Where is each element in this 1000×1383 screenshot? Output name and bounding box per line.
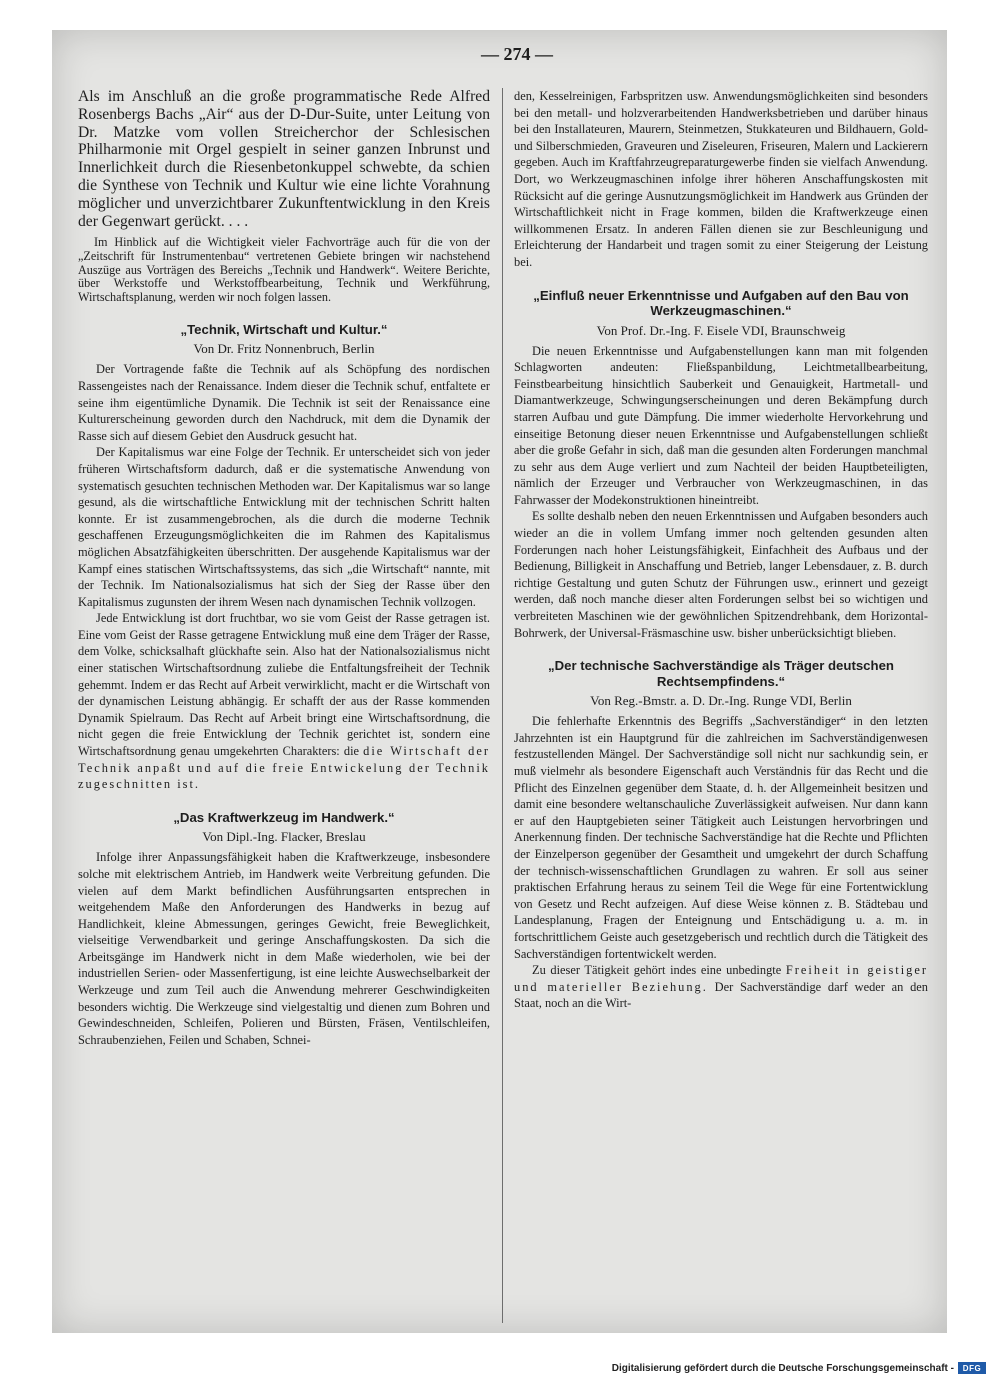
article-paragraph xyxy=(78,610,490,793)
article-paragraph xyxy=(514,962,928,1012)
article-paragraph: Infolge ihrer Anpassungsfähigkeit haben die Kraftwerkzeuge, insbesondere solche mit elektrischem Antrieb, im Handwerk weite Verbreitung gefunden. Die vielen auf dem Markt befindlichen Ausführungsarten entsprechen in weitgehendem Maße den Anforderungen des Handwerks in bezug auf Handlichkeit, kleine Abmessungen, geringes Gewicht, freie Beweglichkeit, vielseitige Verwendbarkeit und geringe Anschaffungskosten. Da sich die Arbeitsgänge im Handwerk nicht in dem Maße wiederholen, wie bei der industriellen Serien- oder Massenfertigung, ist eine leichte Auswechselbarkeit der Werkzeuge und zum Teil auch die Anwendung mehrerer Geschwindigkeiten besonders wichtig. Die Werkzeuge sind vielgestaltig und dienen zum Bohren und Gewindeschneiden, Schleifen, Polieren und Bürsten, Fräsen, Ventilschleifen, Schraubenziehen, Feilen und Schaben, Schnei- xyxy=(78,850,490,1047)
article-text: Zu dieser Tätigkeit gehört indes eine unbedingte xyxy=(532,963,782,978)
column-divider xyxy=(502,88,503,1323)
right-column xyxy=(514,88,928,1328)
emphasized-text: die Wirtschaft der Technik anpaßt und auf die freie Entwickelung der Technik zugeschnitten ist. xyxy=(78,744,490,792)
article-paragraph: Die neuen Erkenntnisse und Aufgabenstellungen kann man mit folgenden Schlagworten andeuten: Fließspanbildung, Leichtmetallbearbeitung, Feinstbearbeitung hinsichtlich Sauberkeit und Genauigkeit, Hartmetall- und Diamantwerkzeuge, Schwingungserscheinungen und deren Bekämpfung durch starren Aufbau und gute Dämpfung. Die immer wiederholte Hervorkehrung und einseitige Betonung dieser neuen Erkenntnisse und Aufgabenstellungen schließt aber die große Gefahr in sich, daß man die gesunden alten Forderungen manchmal zu sehr aus dem Auge verliert und zum Nachteil der beiden Hauptbeteiligten, nämlich der Erzeuger und Verbraucher von Werkzeugmaschinen, in das Fahrwasser der Modekonstruktionen hineintreibt. xyxy=(514,343,928,507)
credit-text: Digitalisierung gefördert durch die Deutsche Forschungsgemeinschaft - xyxy=(611,1362,954,1374)
editorial-note: Im Hinblick auf die Wichtigkeit vieler Fachvorträge auch für die von der „Zeitschrift für Instrumentenbau“ vertretenen Gebiete bringen wir nachstehend Auszüge aus Vorträgen des Bereichs „Technik und Handwerk“. Weitere Berichte, über Werkstoffe und Werkstoffbearbeitung, Technik und Werkführung, Wirtschaftsplanung, werden wir noch folgen lassen. xyxy=(78,235,490,305)
article-text: Jede Entwicklung ist dort fruchtbar, wo sie vom Geist der Rasse getragen ist. Eine vom Geist der Rasse getragene Entwicklung muß eine dem Träger der Rasse, dem Volke, schicksalhaft glückhafte sein. Also hat der Nationalsozialismus nicht einer statischen Wirtschaftsordnung zuliebe die Entfaltungsfreiheit der Technik gehemmt. Indem er das Recht auf Arbeit verwirklicht, macht er die Wirtschaft von der dynamischen Leistung abhängig. Er schafft der aus der Rasse kommenden Dynamik Spielraum. Das Recht auf Arbeit bringt eine Wirtschaftsordnung, die nicht gegen die freie Entwicklung der Technik gerichtet ist, sondern eine Wirtschaftsordnung genau umgekehrten Charakters: die xyxy=(78,611,490,759)
digitization-credit xyxy=(612,1362,986,1374)
article-author-flacker: Von Dipl.-Ing. Flacker, Breslau xyxy=(202,829,366,845)
article-paragraph: Der Vortragende faßte die Technik auf als Schöpfung des nordischen Rassengeistes nach der Renaissance. Indem dieser die Technik schuf, entfaltete er seine ihm eigentümliche Dynamik. Die Technik ist seit der Renaissance eine Kulturerscheinung geworden durch den Nachdruck, mit dem die Dynamik der Rasse sich auf diesem Gebiet den Ausdruck gesucht hat. xyxy=(78,362,490,443)
article-title-sachverstaendige: „Der technische Sachverständige als Träger deutschen Rechtsempfindens.“ xyxy=(548,658,894,689)
article-title-werkzeugmaschinen: „Einfluß neuer Erkenntnisse und Aufgaben auf den Bau von Werkzeugmaschinen.“ xyxy=(533,287,909,319)
page-number: — 274 — xyxy=(481,44,553,64)
left-column xyxy=(78,88,490,1328)
article-author-nonnenbruch: Von Dr. Fritz Nonnenbruch, Berlin xyxy=(193,341,375,357)
article-paragraph: Es sollte deshalb neben den neuen Erkenntnissen und Aufgaben besonders auch wieder an die in vollem Umfang immer noch geltenden gesunden alten Forderungen nach hoher Leistungsfähigkeit, Einfachheit des Aufbaus und der Bedienung, Billigkeit in Anschaffung und Betrieb, langer Lebensdauer, z. B. durch richtige Gestaltung und guten Schutz der Führungen usw., erinnert und gezeigt werden, daß noch manche dieser alten Forderungen selbst bei so wichtigen und verbreiteten Maschinen wie der gewöhnlichen Spitzendrehbank, dem Horizontal-Bohrwerk, der Universal-Fräsmaschine usw. bisher unberücksichtigt blieben. xyxy=(514,509,928,640)
article-title-technik-wirtschaft-kultur: „Technik, Wirtschaft und Kultur.“ xyxy=(180,321,388,337)
dfg-logo: DFG xyxy=(958,1362,986,1374)
article-paragraph: Der Kapitalismus war eine Folge der Technik. Er unterscheidet sich von jeder früheren Wirtschaftsform dadurch, daß er die systematische Anwendung von systematisch gesuchten technischen Methoden war. Der Kapitalismus war so lange gesund, als die wirtschaftliche Entwicklung mit der technischen Schritt halten konnte. Er ist zusammengebrochen, als die durch die moderne Technik geschaffenen Erzeugungsmöglichkeiten die im Rahmen des Kapitalismus möglichen Absatzfähigkeiten überschritten. Der ausgehende Kapitalismus war der Kampf eines statischen Wirtschaftssystems, das sich „die Wirtschaft“ nannte, mit der Technik. Im Nationalsozialismus hat sich der Sieg der Rasse über den Kapitalismus zugunsten der ihrem Wesen nach dynamischen Technik vollzogen. xyxy=(78,445,490,609)
article-author-eisele: Von Prof. Dr.-Ing. F. Eisele VDI, Braunschweig xyxy=(596,322,846,338)
article-title-kraftwerkzeug: „Das Kraftwerkzeug im Handwerk.“ xyxy=(173,809,395,825)
intro-paragraph: Als im Anschluß an die große programmatische Rede Alfred Rosenbergs Bachs „Air“ aus der D-Dur-Suite, unter Leitung von Dr. Matzke vom vollen Streicherchor der Schlesischen Philharmonie mit Orgel gespielt in seiner ganzen Inbrunst und Innerlichkeit durch die Riesenbetonkuppel schwebte, da schien die Synthese von Technik und Kultur wie eine lichte Vorahnung möglicher und unverzichtbarer Zukunftentwicklung in den Kreis der Gegenwart gerückt. . . . xyxy=(78,88,490,230)
emphasized-text: Freiheit in geistiger und materieller Beziehung. xyxy=(514,963,928,994)
article-paragraph: Die fehlerhafte Erkenntnis des Begriffs „Sachverständiger“ in den letzten Jahrzehnten ist ein Hauptgrund für die zahlreichen im Sachverständigenwesen festzustellenden Mängel. Der Sachverständige soll nicht nur sachkundig sein, er muß vielmehr als besondere Eigenschaft auch Verständnis für das Recht und die Pflicht des Einzelnen gegenüber dem Staate, d. h. der Allgemeinheit besitzen und damit eine besondere weltanschauliche Zuverlässigkeit aufweisen. Nur dann kann er auf den Hauptgebieten seiner Tätigkeit auch Leistungen hervorbringen und Anerkennung finden. Der technische Sachverständige hat die Rechte und Pflichten der Einzelperson gegenüber der Gesamtheit und umgekehrt der durch Schaffung der technisch-wissenschaftlichen Grundlagen zu wahren. Er soll aus seiner praktischen Erfahrung heraus zu seinem Teil die Wege für eine Fortentwicklung von Gesetz und Recht aufzeigen. Auf diese Weise können z. B. Städtebau und Landesplanung, Fragen der Enteignung und Entschädigung u. a. m. in fortschrittlichem Geiste auch gesetzgeberisch und rechtlich durch die Tätigkeit des Sachverständigen fortentwickelt werden. xyxy=(514,714,928,961)
article-author-runge: Von Reg.-Bmstr. a. D. Dr.-Ing. Runge VDI, Berlin xyxy=(590,693,852,709)
scanned-page xyxy=(52,30,947,1333)
article-text: Der Sachverständige darf weder an den Staat, noch an die Wirt- xyxy=(514,979,928,1011)
article-continuation: den, Kesselreinigen, Farbspritzen usw. Anwendungsmöglichkeiten sind besonders bei den metall- und holzverarbeitenden Handwerksbetrieben und darüber hinaus bei den Installateuren, Maurern, Steinmetzen, Stukkateuren und Bildhauern, Gold- und Silberschmieden, Graveuren und Ziseleuren, Friseuren, Malern und Lackierern gegeben. Auch im Kraftfahrzeugreparaturgewerbe finden sie vielfach Anwendung. Dort, wo Werkzeugmaschinen infolge ihrer höheren Anschaffungskosten mit Rücksicht auf die geringe Ausnutzungsmöglichkeit im Handwerk aus Gründen der Wirtschaftlichkeit nicht in Frage kommen, bilden die Kraftwerkzeuge einen willkommenen Ersatz. In anderen Fällen dienen sie zur Beschleunigung und Erleichterung der Handarbeit und tragen somit zu einer Steigerung der Leistung bei. xyxy=(514,89,928,269)
